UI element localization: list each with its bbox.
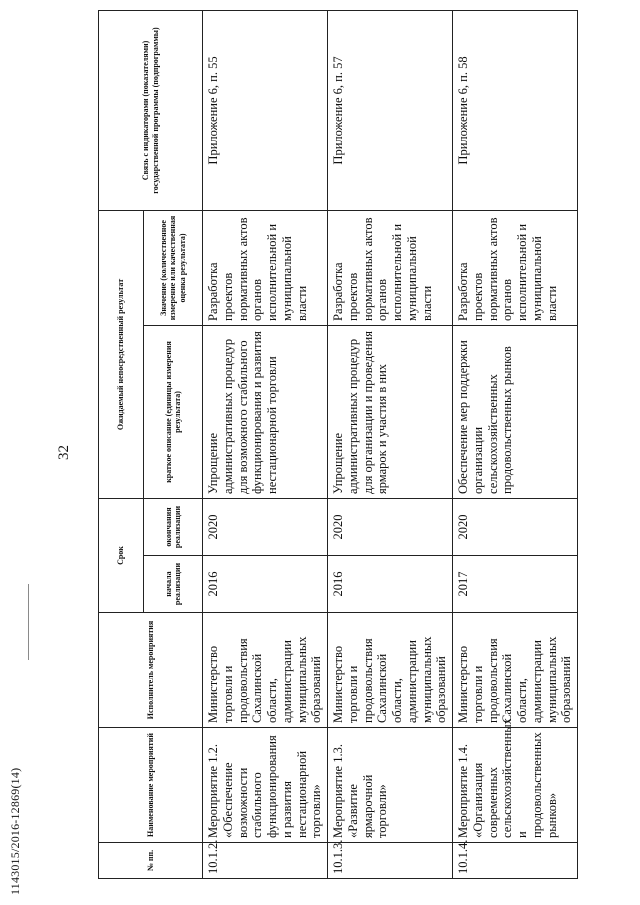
header-term: Срок bbox=[99, 499, 144, 613]
header-name: Наименование мероприятий bbox=[99, 728, 203, 843]
header-num: № пп. bbox=[99, 843, 203, 879]
row-value: Разработка проектов нормативных актов органов исполнительной и муниципальной власти bbox=[203, 211, 328, 326]
header-result-value: Значение (количественное измерение или качественная оценка результата) bbox=[144, 211, 203, 326]
row-start: 2016 bbox=[203, 556, 328, 613]
row-short: Упрощение административных процедур для возможного стабильного функционирования и развития нестационарной торговли bbox=[203, 326, 328, 499]
row-name: Мероприятие 1.2. «Обеспечение возможности стабильного функционирования и развития нестационарной торговли» bbox=[203, 728, 328, 843]
table-row bbox=[453, 11, 578, 879]
row-num: 10.1.4. bbox=[453, 843, 578, 879]
header-executor: Исполнитель мероприятия bbox=[99, 613, 203, 728]
table-header-row bbox=[99, 11, 144, 879]
row-value: Разработка проектов нормативных актов органов исполнительной и муниципальной власти bbox=[453, 211, 578, 326]
page-number: 32 bbox=[56, 445, 72, 460]
row-link: Приложение 6, п. 57 bbox=[328, 11, 453, 211]
row-short: Обеспечение мер поддержки организации сельскохозяйственных продовольственных рынков bbox=[453, 326, 578, 499]
row-executor: Министерство торговли и продовольствия Сахалинской области, администрации муниципальных образований bbox=[453, 613, 578, 728]
row-num: 10.1.3. bbox=[328, 843, 453, 879]
row-num: 10.1.2. bbox=[203, 843, 328, 879]
row-value: Разработка проектов нормативных актов органов исполнительной и муниципальной власти bbox=[328, 211, 453, 326]
row-link: Приложение 6, п. 55 bbox=[203, 11, 328, 211]
header-term-start: начала реализации bbox=[144, 556, 203, 613]
measures-table bbox=[98, 10, 578, 879]
row-start: 2017 bbox=[453, 556, 578, 613]
row-link: Приложение 6, п. 58 bbox=[453, 11, 578, 211]
row-executor: Министерство торговли и продовольствия Сахалинской области, администрации муниципальных образований bbox=[203, 613, 328, 728]
table-row bbox=[328, 11, 453, 879]
row-end: 2020 bbox=[328, 499, 453, 556]
row-short: Упрощение административных процедур для организации и проведения ярмарок и участия в них bbox=[328, 326, 453, 499]
row-name: Мероприятие 1.4. «Организация современных сельскохозяйственных и продовольственных рынков» bbox=[453, 728, 578, 843]
divider bbox=[28, 584, 29, 660]
header-link: Связь с индикаторами (показателями) государственной программы (подпрограммы) bbox=[99, 11, 203, 211]
row-end: 2020 bbox=[203, 499, 328, 556]
row-name: Мероприятие 1.3. «Развитие ярмарочной торговли» bbox=[328, 728, 453, 843]
row-end: 2020 bbox=[453, 499, 578, 556]
document-code: 1143015/2016-12869(14) bbox=[8, 767, 22, 895]
header-term-end: окончания реализации bbox=[144, 499, 203, 556]
row-executor: Министерство торговли и продовольствия Сахалинской области, администрации муниципальных образований bbox=[328, 613, 453, 728]
header-result: Ожидаемый непосредственный результат bbox=[99, 211, 144, 499]
table-row bbox=[203, 11, 328, 879]
row-start: 2016 bbox=[328, 556, 453, 613]
header-result-short: краткое описание (единицы измерения результата) bbox=[144, 326, 203, 499]
